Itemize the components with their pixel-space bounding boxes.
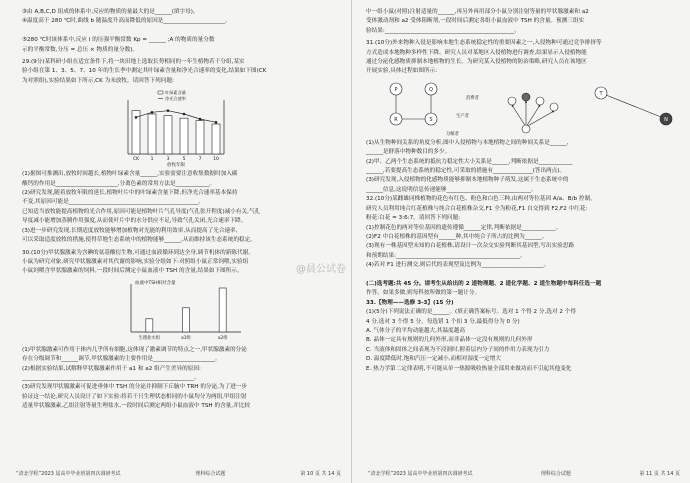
text-line: 32.(10分)某雌雄同株植物的花色有红色、粉色和白色三种,由两对等位基因 A/a、B/b 控制。: [366, 196, 596, 203]
text-line: (1)据图可推测出,放牧时间越长,植物叶绿素含量______,实验需要注意收集数据时加入碳: [22, 171, 238, 178]
text-line: (2)研究发现,随着放牧年限的延长,植物叶片中的叶绿素含量下降,但净光合速率基本保持: [22, 190, 238, 197]
question-29: [22, 58, 341, 86]
diagram-arrow: [601, 93, 666, 119]
text-line: 小鼠为研究对象,研究甲状腺激素对其代谢的影响,实验分组如下:对照组小鼠正常饲喂,实验组: [22, 258, 249, 265]
text-line: [366, 271, 678, 280]
text-line: 存在分级调节和______调节,甲状腺激素的主要作用是______________________。: [22, 356, 221, 363]
watermark: @晨公试卷: [296, 264, 346, 275]
footer-exam-name: “清北学程”2023 届高中毕业班第四次调研考试: [16, 471, 121, 477]
chart-title: 血液中TSH相对含量: [135, 280, 176, 286]
text-line: ③由 A,B,C,D 组成的体系中,反应的物质的量最大的是______(填字母)。: [22, 9, 199, 15]
diagram-node: [550, 103, 558, 111]
text-line: (2)F2 中白花植株的基因型有______种,其中纯合子所占的比例为______。: [366, 233, 548, 240]
intro-block: [22, 8, 341, 55]
text-line: (3)研究发现,入侵植物的化感物质能够抑制本地植物种子萌发,这属于生态系统中的: [366, 177, 569, 184]
text-line: 可以采取适度放牧的措施,使得草地生态系统中的植物能够______,从而维持该生态系统的稳定。: [22, 237, 256, 244]
diagram-label: 消费者: [466, 95, 479, 101]
text-line: 示的平衡常数,分压 = 总压 × 物质的量分数)。: [22, 46, 139, 53]
text-line: (4)若对 F1 进行测交,则后代的表现型及比例为______________________。: [366, 262, 550, 269]
left-footer: [16, 470, 341, 477]
question-30: [22, 249, 341, 277]
text-line: (2)根据实验结果,试解释甲状腺激素作用于 a1 和 a2 组产生差异的原因:: [22, 365, 201, 372]
text-line: 导度减小能增加蒸腾作用强度,从而使叶片中的水分供应不足,导致气孔关闭,光合速率下降。: [22, 218, 247, 225]
text-line: (3)研究发现甲状腺激素可促进垂体中 TSH 的分泌并抑制下丘脑中 TRH 的分泌,为了进一步: [22, 384, 248, 391]
right-column: [366, 8, 678, 374]
text-line: [22, 27, 341, 36]
text-line: 为对照组),实验结果如下所示,CK 为未放牧。请回答下列问题:: [22, 77, 174, 84]
x-tick-label: 1: [150, 157, 154, 163]
text-line: 29.(9分)某科研小组在适宜条件下,将一块田地上选取长势相同的一年生植物若干分组,某实: [22, 59, 245, 66]
line-point: [135, 116, 138, 119]
text-line: 不变,其原因可能是______________________________________________。: [22, 199, 204, 206]
bar: [164, 116, 172, 154]
question-31: [366, 39, 678, 77]
text-line: 小鼠饲喂含甲状腺激素的饲料,一段时间后测定小鼠血液中 TSH 的含量,结果如下图所示。: [22, 268, 243, 275]
text-line: D. 温度降低时,饱和汽压一定减小,而相对湿度一定增大: [366, 356, 502, 363]
text-line: (2)甲、乙两个生态系统的抵抗力稳定性大小关系是______,判断依据是____________: [366, 158, 573, 165]
text-line: 验证这一结论,研究人员设计了如下实验:将若干只生理状态相同的小鼠均分为两组,甲组注射: [22, 393, 247, 400]
diagram-node: [508, 97, 516, 105]
diagram-arrow: [512, 105, 526, 127]
footer-page-number: 第 10 页 共 14 页: [300, 471, 341, 477]
node-label: R: [394, 116, 398, 123]
diagram-arrow: [526, 105, 540, 127]
text-line: 4 分,选对 3 个得 5 分。每选错 1 个扣 3 分,最低得分为 0 分): [366, 318, 520, 325]
node-label: P: [394, 86, 398, 93]
text-line: 中一组小鼠(对照)注射适量的______,再另外再用部分小鼠分别注射等量的甲状腺激素和 a2: [366, 9, 589, 15]
diagram-label: 生产者: [456, 113, 469, 119]
diagram-label: 分解者: [446, 131, 459, 137]
text-line: 开展实验,具体过程如图所示:: [366, 68, 438, 75]
question-30-subparts: [22, 346, 341, 412]
bar: [180, 118, 188, 154]
text-line: 31.(10分)外来物种入侵是影响本地生态系统稳定性的重要因素之一,入侵物种可通过竞争排挤等: [366, 40, 602, 47]
question-29-subparts: [22, 170, 341, 245]
right-footer: [368, 470, 680, 477]
diagram-node: [522, 93, 530, 101]
diagram-arrow: [526, 111, 554, 127]
text-line: 适量甲状腺激素,乙组注射等量生理盐水,一段时间后测定两组小鼠血液中 TSH 的含量,并比较: [22, 403, 250, 410]
x-tick-label: 5: [182, 157, 186, 163]
legend-swatch-bar: [158, 91, 163, 94]
diagram-node: [536, 97, 544, 105]
text-line: 验小组在第 1、3、5、7、10 年的生长季中测定其叶绿素含量和净光合速率的变化,结果如下图(CK: [22, 68, 267, 75]
text-line: (1)控制花色的两对等位基因的遗传遵循______定律,判断依据是____________。: [366, 224, 562, 231]
left-column: [22, 8, 341, 412]
text-line: (1)(5分)下列说法正确的是______。(填正确答案标号。选对 1 个得 2 分,选对 2 个得: [366, 309, 576, 316]
footer-subject: 理科综合试题: [540, 471, 571, 477]
text-line: ______信息,这说明信息传递能够______________________________。: [366, 186, 537, 193]
line-point: [167, 110, 170, 113]
footer-page-number: 第 11 页 共 14 页: [639, 471, 680, 477]
text-line: (1)从生物种间关系的角度分析,图中入侵植物与本地植物之间的种间关系是______,: [366, 139, 569, 146]
q30-chart: [117, 278, 247, 344]
x-tick-label: a2组: [217, 335, 228, 341]
q30-chart-svg: [117, 278, 247, 344]
text-line: ______是群落中物种数目的多少。: [366, 149, 451, 156]
line-point: [215, 121, 218, 124]
text-line: 验结果:______________________________________________。: [366, 27, 520, 34]
questions-31-to-33: [366, 139, 678, 374]
text-line: E. 热力学第二定律表明,不可能从单一热源吸收热量全部用来做功而不引起其他变化: [366, 365, 572, 372]
right-page: [352, 0, 690, 483]
text-line: ④温度高于 280 ℃时,曲线 b 随温度升高而降低的原因是______________________。: [22, 18, 231, 25]
text-line: 30.(10分)甲状腺激素为含碘的氨基酸衍生物,可通过血液循环到达全身,调节机体的新陈代谢。: [22, 249, 254, 256]
bar: [196, 121, 204, 154]
text-line: A. 气体分子的平均动能越大,其温度越高: [366, 327, 465, 334]
text-line: B. 晶体一定具有规则的几何外形,而非晶体一定没有规则的几何外形: [366, 337, 533, 344]
text-line: _____________________________________________________________。: [22, 374, 200, 381]
line-point: [199, 118, 202, 121]
legend-label: 净光合速率: [165, 96, 186, 102]
line-point: [183, 113, 186, 116]
node-label: S: [429, 116, 433, 123]
bar: [148, 114, 156, 154]
text-line: 已知适当放牧能提高植物的光合作用,原因可能是植物叶片气孔导度(气孔张开程度)减小有关,气孔: [22, 208, 261, 215]
x-tick-label: 生理盐水组: [138, 335, 161, 341]
text-line: 方式造成本地物种多样性下降。研究人员对某地区入侵植物进行调查,结果显示入侵植物能: [366, 49, 587, 56]
text-line: 和预期结果:____________________________________________。: [366, 252, 526, 259]
q31-diagram-svg: [376, 79, 686, 137]
text-line: (1)甲状腺激素可作用于体内几乎所有细胞,这体现了激素调节的特点之一,甲状腺激素的分泌: [22, 346, 247, 353]
x-tick-label: a1组: [181, 335, 191, 341]
text-line: 33.【物理——选修 3-3】(15 分): [366, 299, 454, 306]
text-line: 受体激动剂和 a2 受体阻断剂,一段时间后测定各组小鼠血液中 TSH 的含量。预测三组实: [366, 18, 585, 25]
q31-diagram: [376, 79, 686, 137]
x-tick-label: 3: [166, 157, 170, 163]
node-label: T: [599, 90, 603, 97]
text-line: C. 当液体和固体之间表现为不浸润时,附着层内分子间的作用力表现为引力: [366, 346, 550, 353]
text-line: ______,若要提高生态系统的稳定性,可采取的措施有______________(答出两点)。: [366, 168, 566, 175]
text-line: 通过分泌化感物质抑制本地植物的生长。为研究某入侵植物的防治策略,研究人员在该地区: [366, 59, 587, 66]
diagram-node: [522, 125, 530, 133]
bar: [212, 124, 220, 154]
text-line: (3)现有一株基因型未知的白花植株,请设计一次杂交实验判断其基因型,写出实验思路: [366, 243, 575, 250]
footer-exam-name: “清北学程”2023 届高中毕业班第四次调研考试: [368, 471, 473, 477]
text-line: 作答。如果多做,则每科按所做的第一题计分。: [366, 290, 481, 297]
question-30-continued: [366, 8, 678, 36]
bar: [183, 308, 190, 332]
node-label: Q: [429, 86, 433, 93]
q29-chart-svg: [112, 88, 232, 168]
bar: [219, 288, 226, 332]
x-tick-label: CK: [132, 157, 140, 163]
text-line: ⑤280 ℃时该体系中,反应 I 的压强平衡常数 Kp = ______ ;A 的物质的量分数: [22, 37, 215, 44]
node-label: N: [664, 116, 668, 123]
x-tick-label: 7: [198, 157, 202, 163]
q29-chart: [112, 88, 232, 168]
x-tick-label: 10: [213, 157, 219, 163]
text-line: 酸钙的作用是______________________,分离色素的常用方法是____________。: [22, 180, 216, 187]
line-point: [151, 111, 154, 114]
legend-label: 叶绿素含量: [165, 90, 186, 96]
text-line: 研究人员利用纯合红花植株与纯合白花植株杂交,F1 全为粉花,F1 自交得到 F2,F2 中红花:: [366, 205, 588, 212]
text-line: (二)选考题:共 45 分。请考生从给出的 2 道物理题、2 道化学题、2 道生物题中每科任选一题: [366, 280, 602, 287]
footer-subject: 理科综合试题: [195, 471, 226, 477]
text-line: (3)进一步研究发现,长期适度放牧能够增加植物对光能的利用效率,从而提高了光合速率,: [22, 227, 238, 234]
text-line: 粉花:白花 = 3:6:7。请回答下列问题:: [366, 215, 461, 222]
bar: [146, 319, 153, 332]
x-axis-label: 放牧年限: [167, 163, 185, 169]
